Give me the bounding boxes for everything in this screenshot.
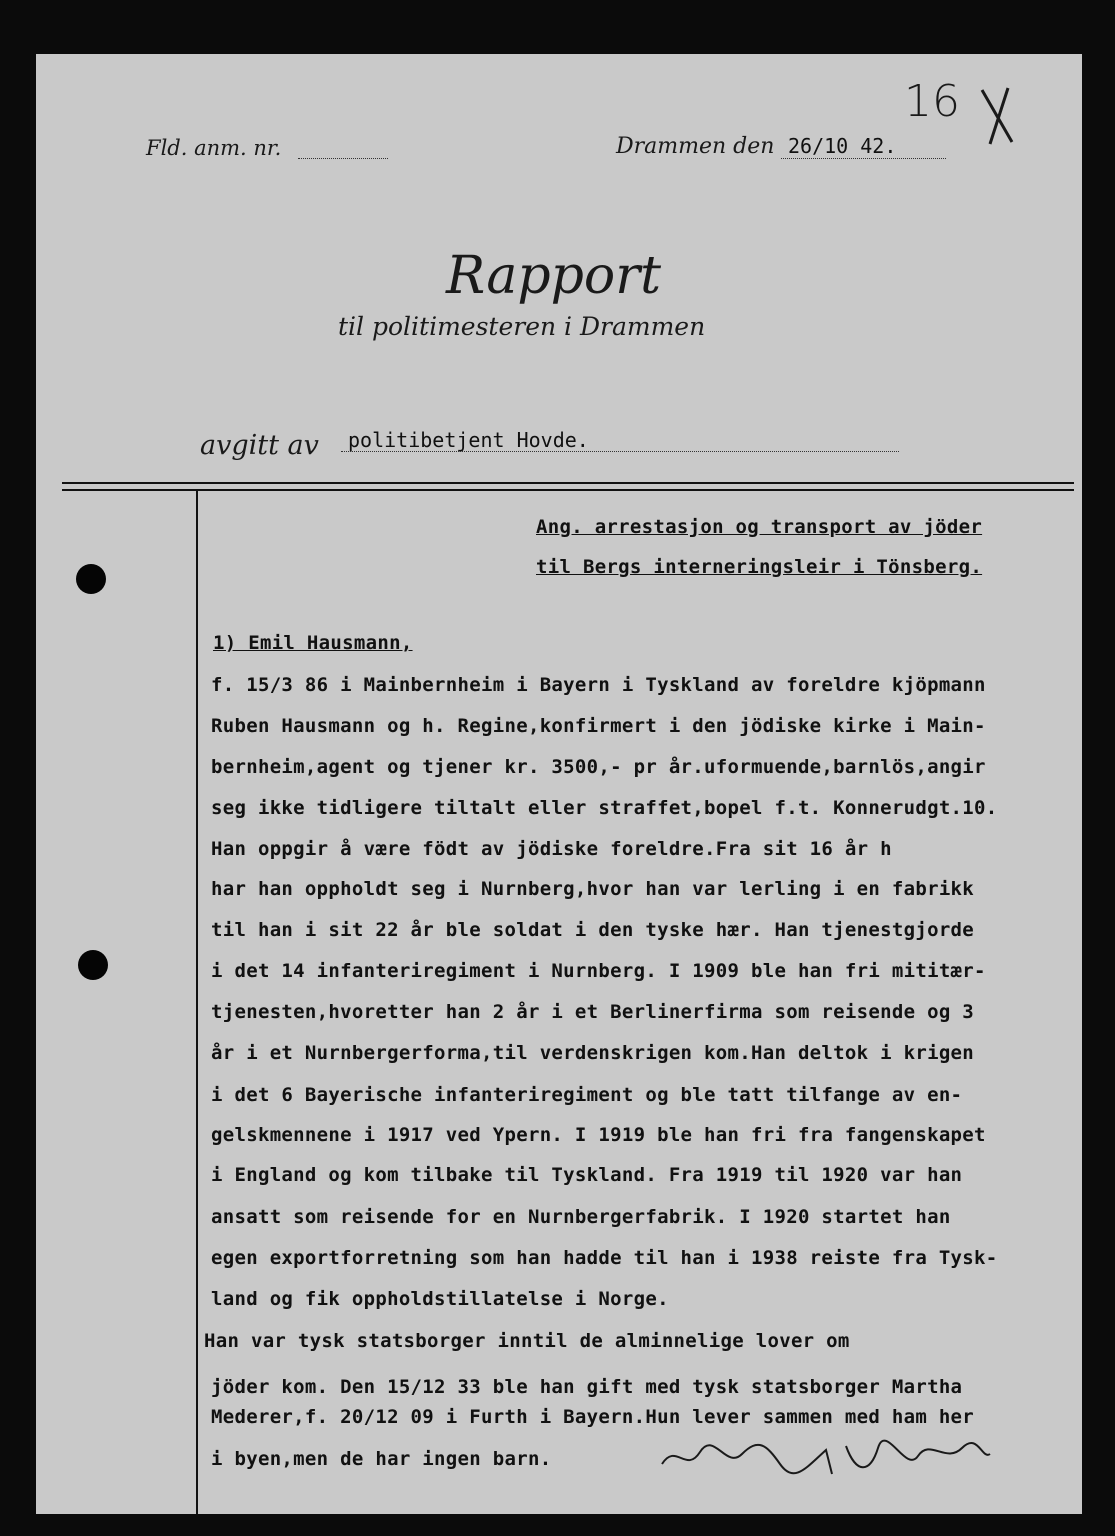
body-line: seg ikke tidligere tiltalt eller straffet,bopel f.t. Konnerudgt.10. bbox=[211, 797, 998, 819]
header-rule-top bbox=[62, 482, 1074, 484]
signature-text bbox=[656, 1454, 664, 1455]
person-heading: 1) Emil Hausmann, bbox=[213, 632, 413, 654]
body-line: land og fik oppholdstillatelse i Norge. bbox=[211, 1288, 669, 1310]
file-number-dotted-line bbox=[298, 158, 388, 159]
body-line: tjenesten,hvoretter han 2 år i et Berlinerfirma som reisende og 3 bbox=[211, 1001, 975, 1023]
body-line: bernheim,agent og tjener kr. 3500,- pr år.uformuende,barnlös,angir bbox=[211, 756, 986, 778]
place-label: Drammen den bbox=[616, 134, 775, 159]
body-line: Ruben Hausmann og h. Regine,konfirmert i den jödiske kirke i Main- bbox=[211, 715, 986, 737]
report-date: 26/10 42. bbox=[788, 134, 897, 158]
body-line: til han i sit 22 år ble soldat i den tyske hær. Han tjenestgjorde bbox=[211, 919, 975, 941]
body-line: Mederer,f. 20/12 09 i Furth i Bayern.Hun lever sammen med ham her bbox=[211, 1406, 975, 1428]
body-line: år i et Nurnbergerforma,til verdenskrigen kom.Han deltok i krigen bbox=[211, 1042, 975, 1064]
margin-rule bbox=[196, 491, 198, 1514]
document-page bbox=[36, 54, 1082, 1514]
body-line: egen exportforretning som han hadde til han i 1938 reiste fra Tysk- bbox=[211, 1247, 998, 1269]
punch-hole-top bbox=[76, 564, 106, 594]
issued-by-value: politibetjent Hovde. bbox=[348, 428, 589, 452]
punch-hole-bottom bbox=[78, 950, 108, 980]
body-line: i det 14 infanteriregiment i Nurnberg. I 1909 ble han fri mititær- bbox=[211, 960, 986, 982]
body-line: gelskmennene i 1917 ved Ypern. I 1919 ble han fri fra fangenskapet bbox=[211, 1124, 986, 1146]
report-title: Rapport bbox=[446, 246, 661, 306]
date-dotted-line bbox=[781, 158, 946, 159]
subject-line-1: Ang. arrestasjon og transport av jöder bbox=[536, 516, 983, 538]
issued-by-label: avgitt av bbox=[200, 430, 319, 461]
header-rule-bottom bbox=[62, 489, 1074, 491]
body-line: ansatt som reisende for en Nurnbergerfabrik. I 1920 startet han bbox=[211, 1206, 951, 1228]
report-subtitle: til politimesteren i Drammen bbox=[338, 312, 706, 341]
body-line: i England og kom tilbake til Tyskland. Fra 1919 til 1920 var han bbox=[211, 1164, 963, 1186]
file-number-label: Fld. anm. nr. bbox=[146, 136, 282, 160]
issued-by-dotted-line bbox=[341, 451, 899, 452]
body-line: Han var tysk statsborger inntil de alminnelige lover om bbox=[204, 1330, 850, 1352]
body-line: i det 6 Bayerische infanteriregiment og ble tatt tilfange av en- bbox=[211, 1084, 963, 1106]
page-number-marker: 16 bbox=[904, 76, 960, 127]
body-line: i byen,men de har ingen barn. bbox=[211, 1448, 552, 1470]
body-line: jöder kom. Den 15/12 33 ble han gift med tysk statsborger Martha bbox=[211, 1376, 963, 1398]
body-line: Han oppgir å være födt av jödiske foreldre.Fra sit 16 år h bbox=[211, 838, 892, 860]
signature-drawing bbox=[656, 1434, 996, 1488]
body-line: har han oppholdt seg i Nurnberg,hvor han var lerling i en fabrikk bbox=[211, 878, 975, 900]
body-line: f. 15/3 86 i Mainbernheim i Bayern i Tyskland av foreldre kjöpmann bbox=[211, 674, 986, 696]
handwritten-x-mark bbox=[978, 84, 1018, 148]
subject-line-2: til Bergs interneringsleir i Tönsberg. bbox=[536, 556, 983, 578]
